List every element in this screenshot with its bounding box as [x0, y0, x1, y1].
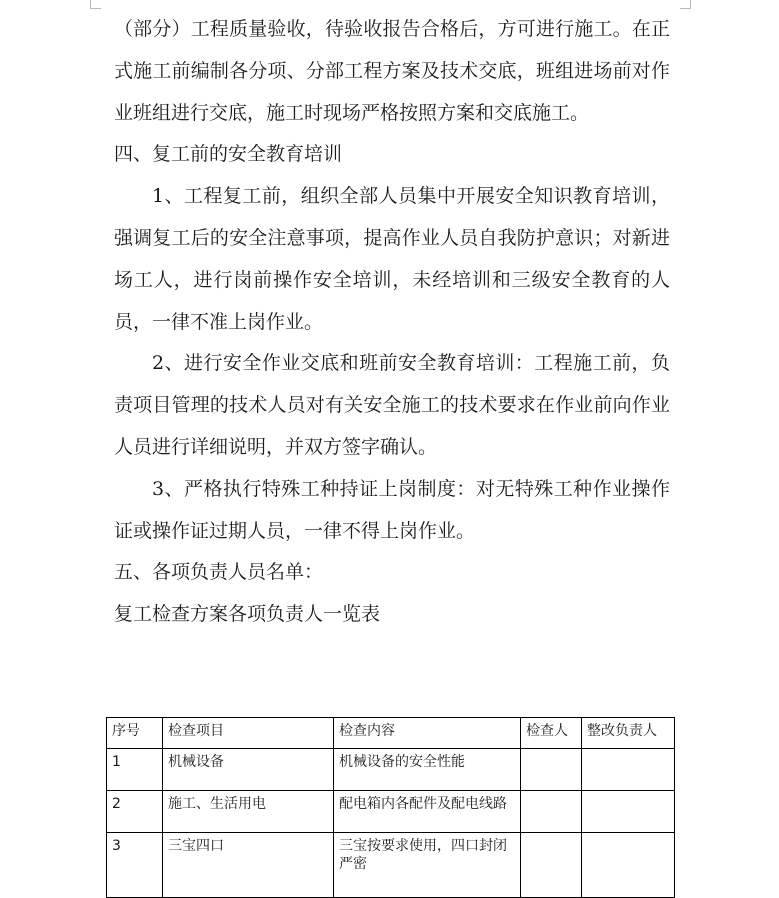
table-cell	[582, 791, 675, 833]
section-heading-five: 五、各项负责人员名单：	[114, 561, 324, 584]
table-cell	[521, 791, 582, 833]
margin-corner-mark-left	[90, 0, 101, 9]
responsibility-table	[106, 717, 675, 898]
table-row	[107, 791, 675, 833]
table-header-cell: 整改负责人	[582, 718, 675, 749]
table-cell: 3	[107, 833, 163, 898]
body-paragraph: 2、进行安全作业交底和班前安全教育培训：工程施工前，负责项目管理的技术人员对有关安全施工的技术要求在作业前向作业人员进行详细说明，并双方签字确认。	[114, 352, 670, 458]
table-cell: 三宝四口	[163, 833, 334, 898]
table-cell: 1	[107, 749, 163, 791]
table-cell	[521, 833, 582, 898]
table-cell	[521, 749, 582, 791]
table-header-row	[107, 718, 675, 749]
table-cell: 三宝按要求使用，四口封闭严密	[334, 833, 521, 898]
table-cell: 施工、生活用电	[163, 791, 334, 833]
table-header-cell: 检查内容	[334, 718, 521, 749]
section-heading-four: 四、复工前的安全教育培训	[114, 143, 343, 166]
table-header-cell: 序号	[107, 718, 163, 749]
table-cell: 配电箱内各配件及配电线路	[334, 791, 521, 833]
table-cell: 2	[107, 791, 163, 833]
table-cell: 机械设备	[163, 749, 334, 791]
body-paragraph: 1、工程复工前，组织全部人员集中开展安全知识教育培训，强调复工后的安全注意事项，提高作业人员自我防护意识；对新进场工人，进行岗前操作安全培训，未经培训和三级安全教育的人员，一律不准上岗作业。	[114, 185, 670, 333]
document-body	[114, 9, 670, 636]
margin-corner-mark-right	[680, 0, 691, 9]
body-paragraph: （部分）工程质量验收，待验收报告合格后，方可进行施工。在正式施工前编制各分项、分部工程方案及技术交底，班组进场前对作业班组进行交底，施工时现场严格按照方案和交底施工。	[114, 18, 670, 124]
table-header-cell: 检查人	[521, 718, 582, 749]
table-cell	[582, 833, 675, 898]
table-cell	[582, 749, 675, 791]
table-header-cell: 检查项目	[163, 718, 334, 749]
table-row	[107, 749, 675, 791]
body-paragraph: 3、严格执行特殊工种持证上岗制度：对无特殊工种作业操作证或操作证过期人员，一律不得上岗作业。	[114, 477, 670, 542]
responsibility-table-wrapper	[106, 717, 675, 898]
table-cell: 机械设备的安全性能	[334, 749, 521, 791]
table-title: 复工检查方案各项负责人一览表	[114, 603, 381, 626]
table-row	[107, 833, 675, 898]
